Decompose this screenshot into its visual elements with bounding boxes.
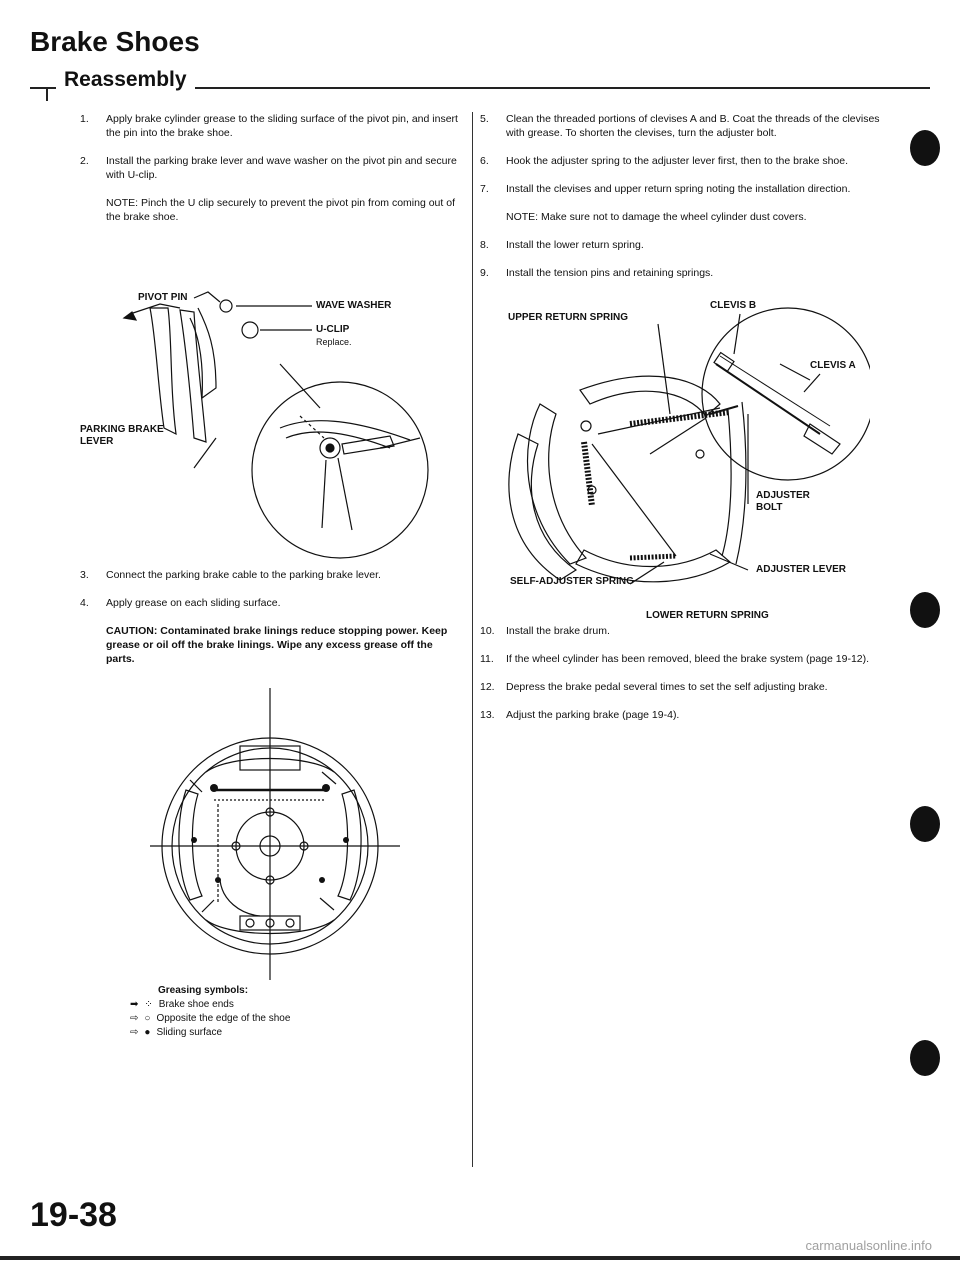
left-column (80, 112, 460, 1038)
step-4 (80, 596, 460, 610)
step-text: Install the clevises and upper return spring noting the installation direction. (506, 183, 851, 195)
step-text: Install the brake drum. (506, 625, 610, 637)
note-u-clip: NOTE: Pinch the U clip securely to prevent the pivot pin from coming out of the brake shoe. (106, 197, 455, 223)
step-text: Apply grease on each sliding surface. (106, 597, 281, 609)
step-number: 9. (480, 267, 489, 279)
step-number: 4. (80, 597, 89, 609)
margin-bullet (910, 806, 940, 842)
label-adjuster-bolt: ADJUSTER BOLT (756, 490, 810, 513)
label-replace: Replace. (316, 337, 352, 347)
step-2 (80, 154, 460, 182)
figure-shoe-springs (480, 294, 870, 624)
step-number: 8. (480, 239, 489, 251)
step-text: Apply brake cylinder grease to the sliding surface of the pivot pin, and insert the pin into the brake shoe. (106, 113, 458, 139)
step-7 (480, 182, 880, 196)
step-text: Install the parking brake lever and wave washer on the pivot pin and secure with U-clip. (106, 155, 457, 181)
step-text: Depress the brake pedal several times to set the self adjusting brake. (506, 681, 828, 693)
bottom-rule (0, 1256, 960, 1260)
step-number: 10. (480, 625, 495, 637)
step-text: Connect the parking brake cable to the parking brake lever. (106, 569, 381, 581)
figure-brake-assembly-greasing (90, 680, 460, 1038)
legend-row-opposite-edge (130, 1012, 290, 1026)
arrow-solid-icon: ➡ (130, 999, 139, 1010)
right-column (480, 112, 880, 736)
step-12 (480, 680, 880, 694)
step-text: Clean the threaded portions of clevises A and B. Coat the threads of the clevises with grease. To shorten the clevises, turn the adjuster bolt. (506, 113, 880, 139)
label-clevis-b: CLEVIS B (710, 300, 757, 311)
step-number: 6. (480, 155, 489, 167)
label-wave-washer: WAVE WASHER (316, 300, 392, 311)
step-5 (480, 112, 880, 140)
step-13 (480, 708, 880, 722)
label-u-clip: U-CLIP (316, 324, 350, 335)
brake-assembly-illustration (90, 680, 460, 1028)
caution-text: CAUTION: Contaminated brake linings reduce stopping power. Keep grease or oil off the brake linings. Wipe any excess grease off the parts. (106, 625, 448, 665)
greasing-legend (130, 984, 290, 1040)
step-number: 2. (80, 155, 89, 167)
step-1 (80, 112, 460, 140)
page-title: Brake Shoes (30, 26, 200, 57)
note-dust-covers: NOTE: Make sure not to damage the wheel cylinder dust covers. (506, 211, 807, 223)
step-text: If the wheel cylinder has been removed, bleed the brake system (page 19-12). (506, 653, 870, 665)
step-text: Install the tension pins and retaining springs. (506, 267, 714, 279)
legend-row-brake-shoe-ends (130, 998, 290, 1012)
label-lower-return-spring: LOWER RETURN SPRING (646, 610, 769, 621)
step-11 (480, 652, 880, 666)
step-number: 3. (80, 569, 89, 581)
step-number: 11. (480, 653, 494, 665)
step-6 (480, 154, 880, 168)
label-pivot-pin: PIVOT PIN (138, 292, 188, 303)
step-8 (480, 238, 880, 252)
legend-row-sliding-surface (130, 1026, 290, 1040)
filled-circle-icon: ● (144, 1027, 151, 1038)
label-clevis-a: CLEVIS A (810, 360, 856, 371)
open-circle-icon: ○ (144, 1013, 151, 1024)
step-10 (480, 624, 880, 638)
label-upper-return-spring: UPPER RETURN SPRING (508, 312, 629, 323)
label-parking-brake-lever: PARKING BRAKE LEVER (80, 424, 164, 447)
legend-text: Opposite the edge of the shoe (156, 1013, 291, 1024)
arrow-outline-icon: ⇨ (130, 1013, 139, 1024)
step-number: 1. (80, 113, 89, 125)
step-number: 5. (480, 113, 489, 125)
margin-bullet (910, 130, 940, 166)
step-number: 12. (480, 681, 495, 693)
step-3 (80, 568, 460, 582)
column-divider (472, 112, 473, 1167)
label-adjuster-lever: ADJUSTER LEVER (756, 564, 847, 575)
section-tick (46, 87, 48, 101)
step-text: Hook the adjuster spring to the adjuster lever first, then to the brake shoe. (506, 155, 849, 167)
step-number: 13. (480, 709, 495, 721)
label-self-adjuster-spring: SELF-ADJUSTER SPRING (510, 576, 634, 587)
step-text: Adjust the parking brake (page 19-4). (506, 709, 680, 721)
watermark: carmanualsonline.info (805, 1238, 932, 1253)
page-number: 19-38 (30, 1196, 117, 1234)
arrow-outline-icon: ⇨ (130, 1027, 139, 1038)
margin-bullet (910, 592, 940, 628)
greasing-legend-title: Greasing symbols: (158, 985, 249, 996)
legend-text: Brake shoe ends (158, 999, 234, 1010)
step-9 (480, 266, 880, 280)
section-title: Reassembly (56, 68, 195, 92)
step-text: Install the lower return spring. (506, 239, 644, 251)
figure-parking-brake-lever (80, 238, 460, 568)
legend-text: Sliding surface (156, 1027, 223, 1038)
dotted-circle-icon: ⁘ (144, 999, 153, 1010)
step-number: 7. (480, 183, 489, 195)
margin-bullet (910, 1040, 940, 1076)
parking-lever-illustration (90, 238, 460, 568)
